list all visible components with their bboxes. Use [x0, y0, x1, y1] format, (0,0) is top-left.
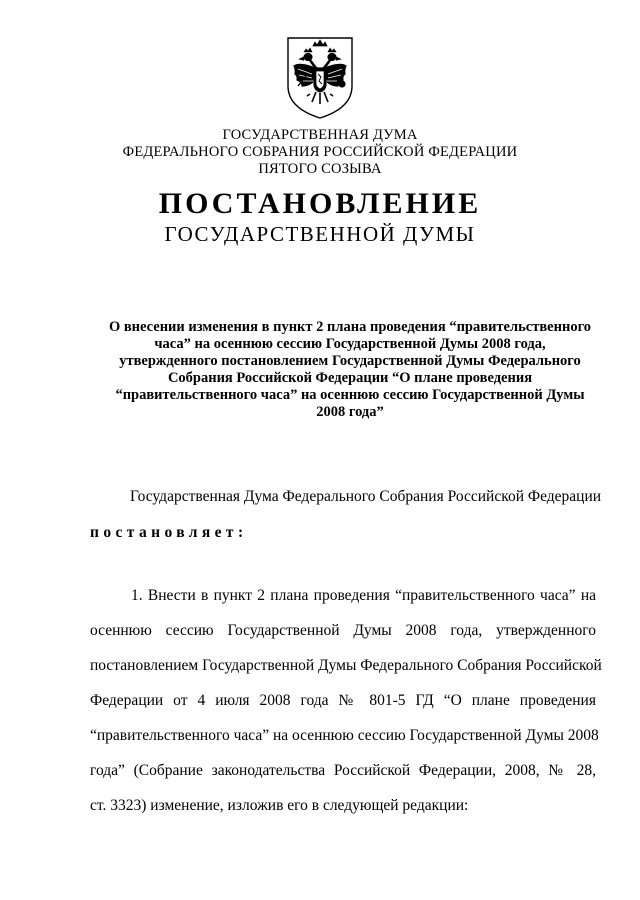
paragraph-line: 1. Внести в пункт 2 плана проведения “правительственного часа” на — [131, 587, 596, 604]
subject-line: 2008 года” — [316, 404, 384, 420]
issuer-line-federal-assembly: ФЕДЕРАЛЬНОГО СОБРАНИЯ РОССИЙСКОЙ ФЕДЕРАЦИИ — [122, 144, 518, 160]
issuer-line-duma: ГОСУДАРСТВЕННАЯ ДУМА — [222, 127, 418, 143]
subject-line: часа” на осеннюю сессию Государственной Думы 2008 года, — [154, 336, 546, 352]
paragraph-line: ст. 3323) изменение, изложив его в следующей редакции: — [90, 797, 469, 814]
paragraph-1 — [90, 578, 602, 823]
paragraph-line: “правительственного часа” на осеннюю сессию Государственной Думы 2008 — [90, 727, 599, 744]
coat-of-arms-emblem — [286, 36, 354, 120]
subject-line: утвержденного постановлением Государственной Думы Федерального — [119, 353, 581, 369]
paragraph-line: года” (Собрание законодательства Российской Федерации, 2008, № 28, — [90, 762, 596, 779]
issuer-block — [0, 127, 640, 178]
subject-line: “правительственного часа” на осеннюю сессию Государственной Думы — [115, 387, 585, 403]
paragraph-line: Федерации от 4 июля 2008 года № 801-5 ГД “О плане проведения — [90, 692, 596, 709]
paragraph-line: осеннюю сессию Государственной Думы 2008 года, утвержденного — [90, 622, 596, 639]
preamble-text: Государственная Дума Федерального Собрания Российской Федерации — [130, 488, 602, 505]
subject-line: О внесении изменения в пункт 2 плана проведения “правительственного — [108, 319, 592, 335]
document-type-title: ПОСТАНОВЛЕНИЕ — [158, 187, 482, 220]
resolution-verb: постановляет: — [90, 524, 248, 541]
issuer-line-convocation: ПЯТОГО СОЗЫВА — [258, 161, 382, 177]
paragraph-line: постановлением Государственной Думы Федерального Собрания Российской — [90, 657, 602, 674]
document-issuer-subtitle: ГОСУДАРСТВЕННОЙ ДУМЫ — [164, 222, 476, 246]
subject-line: Собрания Российской Федерации “О плане проведения — [167, 370, 533, 386]
document-subject — [80, 319, 620, 421]
double-headed-eagle-coat-of-arms-icon — [288, 38, 352, 118]
